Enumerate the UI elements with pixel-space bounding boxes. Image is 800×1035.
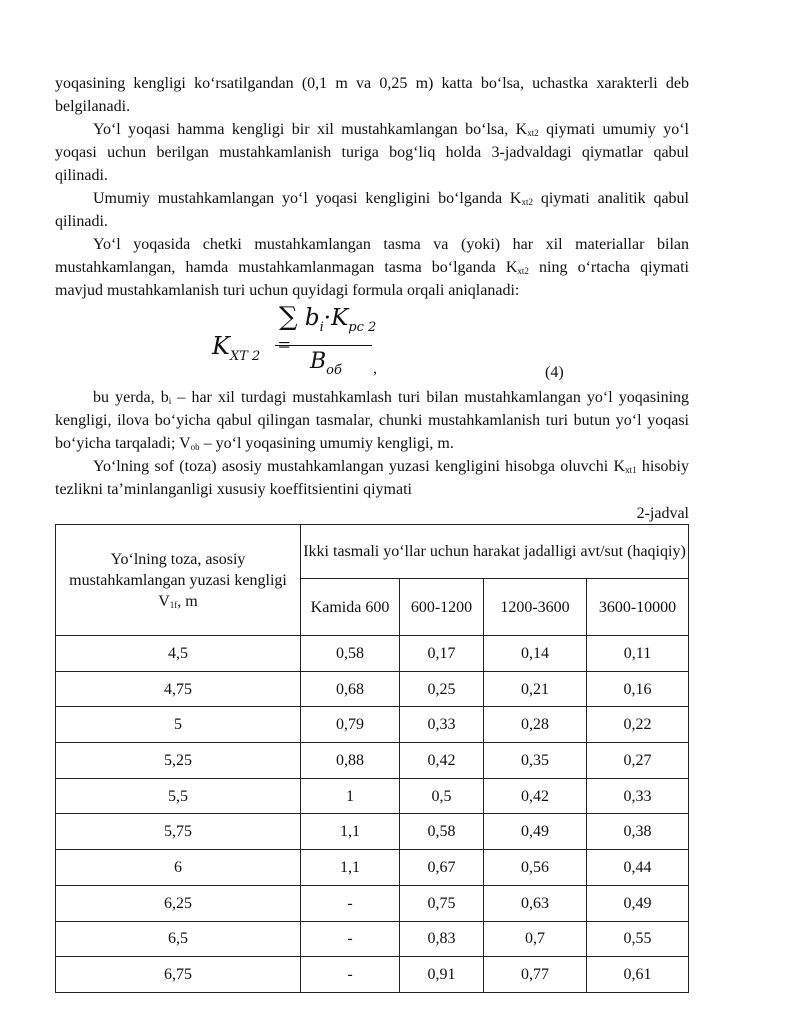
table-cell: 5,5 <box>56 778 301 814</box>
table-cell: - <box>301 921 400 957</box>
table-row <box>56 850 689 886</box>
table-cell: 6,5 <box>56 921 301 957</box>
table-cell: 0,33 <box>587 778 689 814</box>
table-row <box>56 778 689 814</box>
table-cell: 0,58 <box>301 636 400 672</box>
table-cell: 0,79 <box>301 707 400 743</box>
table-cell: 0,49 <box>587 885 689 921</box>
paragraph-6: Yo‘lning sof (toza) asosiy mustahkamlangan yuzasi kengligini hisobga oluvchi $K_{xt1}$ hisobiy tezlikni ta’minlanganligi xususiy koeffitsientini qiymati <box>55 458 689 498</box>
table-cell: 5,25 <box>56 743 301 779</box>
table-cell: 0,67 <box>400 850 484 886</box>
table-cell: 0,63 <box>484 885 587 921</box>
header-width: Yo‘lning toza, asosiy mustahkamlangan yuzasi kengligi $V_{1f}$, m <box>56 525 301 636</box>
table-cell: 5 <box>56 707 301 743</box>
table-cell: 0,16 <box>587 671 689 707</box>
table-cell: 0,27 <box>587 743 689 779</box>
table-cell: 1,1 <box>301 850 400 886</box>
subheader-4: 3600-10000 <box>587 579 689 636</box>
formula-numerator: ∑ $b_i\cdot K_{pc 2}$ <box>279 302 377 335</box>
table-cell: - <box>301 957 400 993</box>
table-cell: - <box>301 885 400 921</box>
table-row <box>56 671 689 707</box>
table-cell: 1,1 <box>301 814 400 850</box>
subheader-3: 1200-3600 <box>484 579 587 636</box>
table-cell: 0,11 <box>587 636 689 672</box>
table-cell: 0,14 <box>484 636 587 672</box>
table-cell: 4,75 <box>56 671 301 707</box>
table-cell: 0,91 <box>400 957 484 993</box>
table-cell: 0,75 <box>400 885 484 921</box>
table-cell: 0,17 <box>400 636 484 672</box>
paragraph-2: Yo‘l yoqasi hamma kengligi bir xil mustahkamlangan bo‘lsa, $K_{xt2}$ qiymati umumiy yo‘l yoqasi uchun berilgan mustahkamlanish turiga bog‘liq holda 3-jadvaldagi qiymatlar qabul qilinadi. <box>55 121 689 184</box>
formula-4 <box>55 302 689 386</box>
table-cell: 0,7 <box>484 921 587 957</box>
table-cell: 0,68 <box>301 671 400 707</box>
table-row <box>56 743 689 779</box>
paragraph-3: Umumiy mustahkamlangan yo‘l yoqasi kengligini bo‘lganda $K_{xt2}$ qiymati analitik qabul qilinadi. <box>55 190 689 230</box>
paragraph-5: bu yerda, $b_i$ – har xil turdagi mustahkamlash turi bilan mustahkamlangan yo‘l yoqasining kengligi, ilova bo‘yicha qabul qilingan tasmalar, chunki mustahkamlanish turi butun yo‘l yoqasi bo‘yicha tarqaladi; $V_{ob}$ – yo‘l yoqasining umumiy kengligi, m. <box>55 389 690 452</box>
table-row <box>56 885 689 921</box>
table-cell: 1 <box>301 778 400 814</box>
equation-number: (4) <box>545 364 564 381</box>
table-cell: 6,25 <box>56 885 301 921</box>
table-cell: 0,61 <box>587 957 689 993</box>
table-cell: 0,44 <box>587 850 689 886</box>
table-cell: 0,42 <box>400 743 484 779</box>
table-cell: 0,56 <box>484 850 587 886</box>
table-cell: 0,42 <box>484 778 587 814</box>
table-cell: 0,5 <box>400 778 484 814</box>
table-row <box>56 707 689 743</box>
subheader-1: Kamida 600 <box>301 579 400 636</box>
formula-equals: = <box>278 332 291 357</box>
document-page <box>55 72 689 993</box>
table-cell: 0,35 <box>484 743 587 779</box>
table-cell: 0,28 <box>484 707 587 743</box>
table-cell: 6 <box>56 850 301 886</box>
table-cell: 0,55 <box>587 921 689 957</box>
table-cell: 0,33 <box>400 707 484 743</box>
coefficient-table <box>55 524 689 993</box>
table-cell: 4,5 <box>56 636 301 672</box>
table-cell: 5,75 <box>56 814 301 850</box>
table-caption: 2-jadval <box>636 505 689 522</box>
table-cell: 0,49 <box>484 814 587 850</box>
header-traffic-intensity: Ikki tasmali yo‘llar uchun harakat jadalligi avt/sut (haqiqiy) <box>301 525 689 579</box>
formula-denominator: $B_{об}$ <box>310 349 342 378</box>
table-row <box>56 814 689 850</box>
paragraph-1: yoqasining kengligi ko‘rsatilgandan (0,1 m va 0,25 m) katta bo‘lsa, uchastka xarakterli deb belgilanadi. <box>55 75 689 115</box>
paragraph-4: Yo‘l yoqasida chetki mustahkamlangan tasma va (yoki) har xil materiallar bilan mustahkamlangan, hamda mustahkamlanmagan tasma bo‘lganda $K_{xt2}$ ning o‘rtacha qiymati mavjud mustahkamlanish turi uchun quyidagi formula orqali aniqlanadi: <box>55 236 689 299</box>
table-cell: 0,21 <box>484 671 587 707</box>
table-cell: 0,58 <box>400 814 484 850</box>
table-row <box>56 921 689 957</box>
table-cell: 0,25 <box>400 671 484 707</box>
table-row <box>56 636 689 672</box>
table-cell: 0,38 <box>587 814 689 850</box>
table-cell: 0,88 <box>301 743 400 779</box>
table-cell: 0,77 <box>484 957 587 993</box>
table-cell: 0,83 <box>400 921 484 957</box>
fraction-bar <box>275 345 372 346</box>
table-row <box>56 957 689 993</box>
table-cell: 0,22 <box>587 707 689 743</box>
table-cell: 6,75 <box>56 957 301 993</box>
subheader-2: 600-1200 <box>400 579 484 636</box>
formula-lhs: $K_{XT 2}$ <box>212 332 261 364</box>
formula-comma: , <box>373 360 377 377</box>
